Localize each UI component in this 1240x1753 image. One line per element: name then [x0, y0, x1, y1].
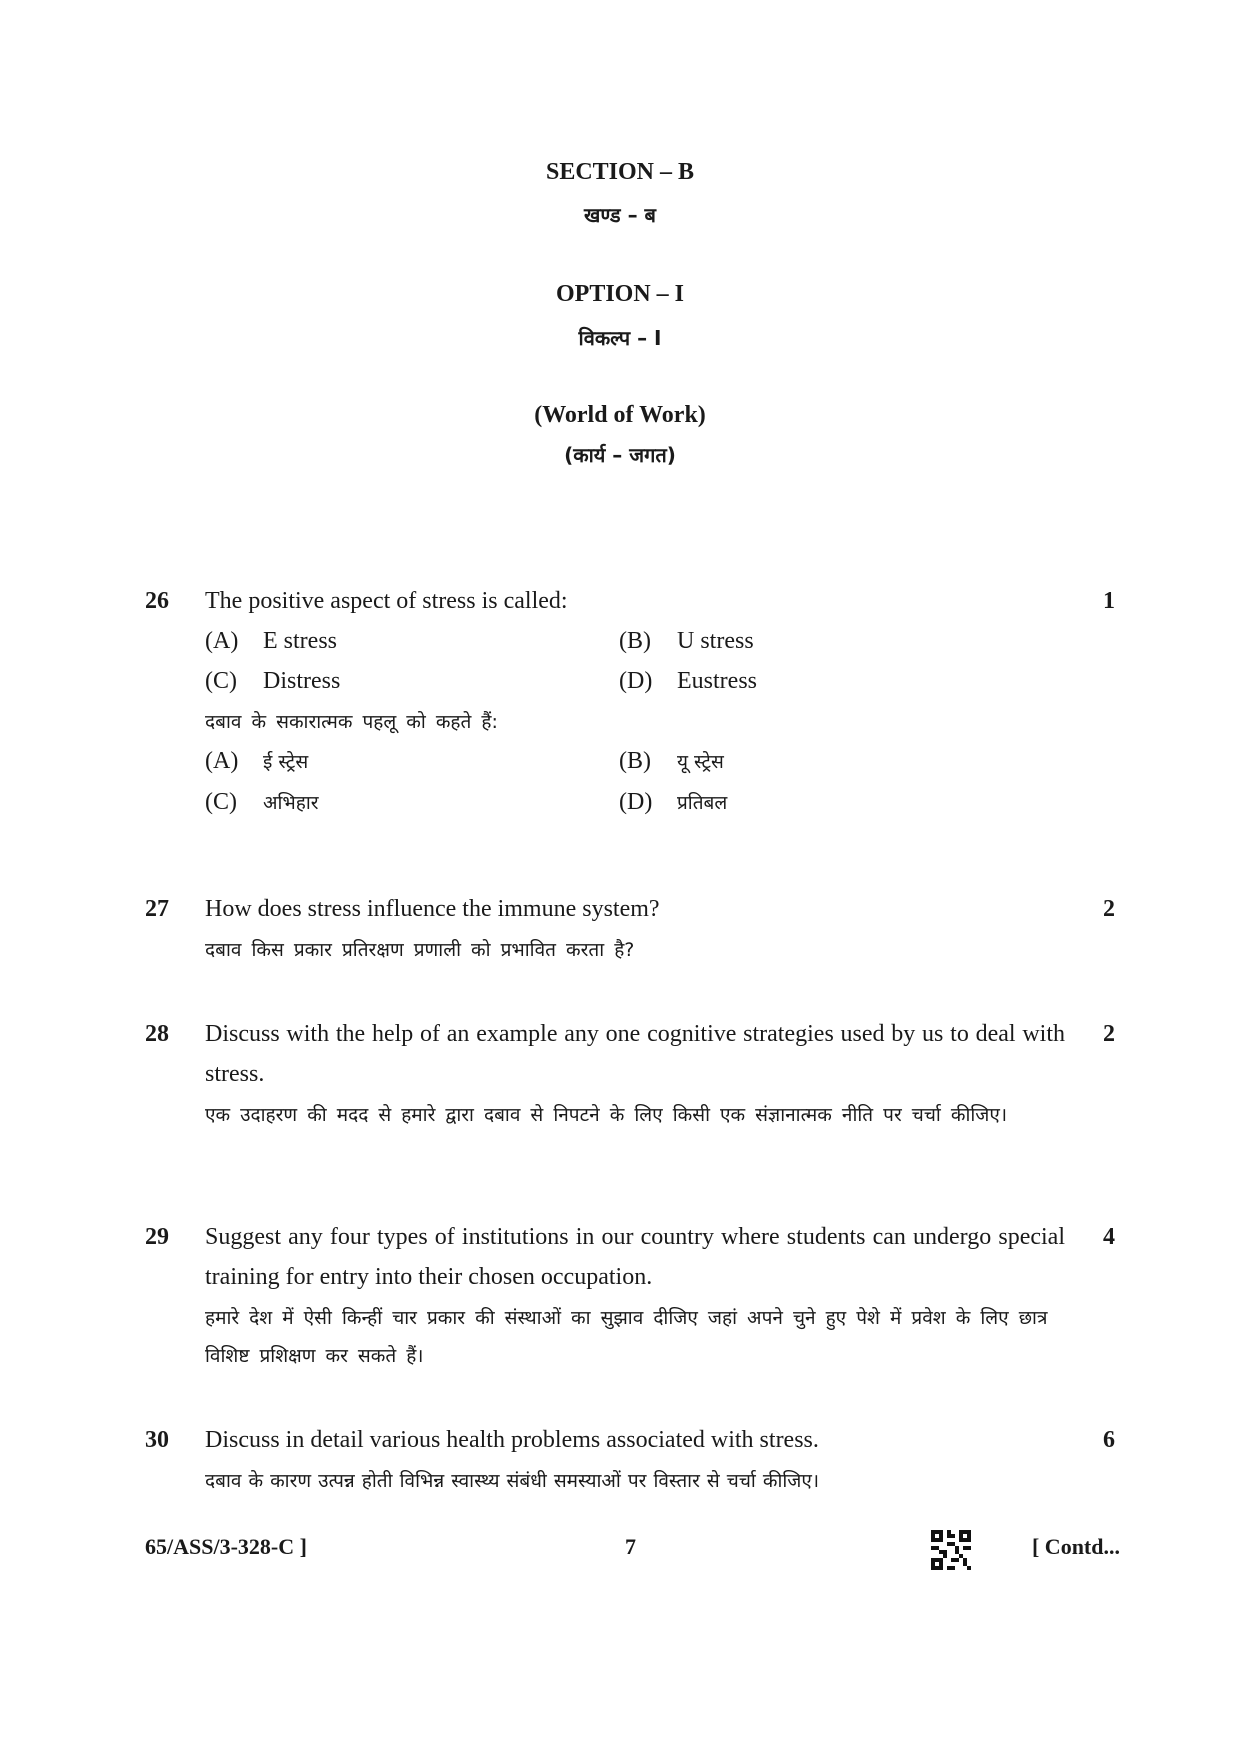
question-30: [145, 1425, 1115, 1500]
question-text-hi: दबाव के सकारात्मक पहलू को कहते हैं:: [205, 711, 498, 733]
option-label: (A): [205, 628, 239, 654]
question-marks: 1: [1103, 588, 1115, 614]
option-c-en: [205, 661, 619, 701]
option-text: Eustress: [677, 668, 757, 694]
option-text: प्रतिबल: [677, 792, 728, 814]
question-text-en: How does stress influence the immune system?: [205, 896, 660, 922]
option-text: Distress: [263, 668, 341, 694]
topic-title-hi: (कार्य – जगत): [564, 443, 676, 467]
option-text: U stress: [677, 628, 754, 654]
question-text-en: Suggest any four types of institutions in our country where students can undergo special training for entry into their chosen occupation.: [205, 1224, 1065, 1290]
option-text: E stress: [263, 628, 337, 654]
question-text-hi: दबाव के कारण उत्पन्न होती विभिन्न स्वास्थ्य संबंधी समस्याओं पर विस्तार से चर्चा कीजिए।: [205, 1470, 820, 1492]
section-title-en: SECTION – B: [545, 159, 695, 185]
option-d-en: [619, 661, 1033, 701]
option-label: (C): [205, 668, 237, 694]
options-hi: [205, 741, 1065, 823]
question-body: [205, 1420, 1065, 1500]
option-label: (B): [619, 748, 651, 774]
question-marks: 2: [1103, 896, 1115, 922]
question-body: [205, 1217, 1065, 1375]
option-b-en: [619, 621, 1033, 661]
question-body: [205, 1014, 1065, 1134]
option-title-en: OPTION – I: [555, 281, 684, 307]
question-26: [145, 586, 1115, 823]
option-label: (B): [619, 628, 651, 654]
question-body: [205, 889, 1065, 969]
question-marks: 6: [1103, 1427, 1115, 1453]
question-marks: 2: [1103, 1021, 1115, 1047]
paper-code: 65/ASS/3-328-C ]: [145, 1534, 307, 1559]
question-28: [145, 1019, 1115, 1134]
question-number: 29: [145, 1224, 169, 1250]
option-a-en: [205, 621, 619, 661]
question-text-en: Discuss in detail various health problems associated with stress.: [205, 1427, 819, 1453]
option-label: (D): [619, 668, 653, 694]
question-number: 27: [145, 896, 169, 922]
option-d-hi: [619, 782, 1033, 823]
page-footer: [145, 1530, 1120, 1574]
option-text: अभिहार: [263, 792, 319, 814]
option-text: ई स्ट्रेस: [263, 751, 309, 773]
question-number: 26: [145, 588, 169, 614]
option-text: यू स्ट्रेस: [677, 751, 724, 773]
option-b-hi: [619, 741, 1033, 782]
topic-title-en: (World of Work): [534, 402, 706, 428]
option-label: (D): [619, 789, 653, 815]
question-number: 28: [145, 1021, 169, 1047]
continued-label: [ Contd...: [1031, 1534, 1120, 1559]
option-a-hi: [205, 741, 619, 782]
option-label: (A): [205, 748, 239, 774]
question-text-en: Discuss with the help of an example any one cognitive strategies used by us to deal with stress.: [205, 1021, 1065, 1087]
qr-code-icon: [931, 1530, 971, 1570]
page-number: 7: [625, 1534, 636, 1559]
question-27: [145, 894, 1115, 969]
option-label: (C): [205, 789, 237, 815]
question-text-hi: एक उदाहरण की मदद से हमारे द्वारा दबाव से निपटने के लिए किसी एक संज्ञानात्मक नीति पर चर्चा कीजिए।: [205, 1104, 1008, 1126]
question-29: [145, 1222, 1115, 1375]
question-marks: 4: [1103, 1224, 1115, 1250]
section-title-hi: खण्ड – ब: [584, 203, 656, 227]
options-en: [205, 621, 1065, 701]
question-text-hi: दबाव किस प्रकार प्रतिरक्षण प्रणाली को प्रभावित करता है?: [205, 939, 635, 961]
option-c-hi: [205, 782, 619, 823]
question-number: 30: [145, 1427, 169, 1453]
question-body: [205, 581, 1065, 823]
option-title-hi: विकल्प – I: [578, 326, 662, 350]
question-text-en: The positive aspect of stress is called:: [205, 588, 568, 614]
question-text-hi: हमारे देश में ऐसी किन्हीं चार प्रकार की संस्थाओं का सुझाव दीजिए जहां अपने चुने हुए पेशे में प्रवेश के लिए छात्र विशिष्ट प्रशिक्षण कर सकते हैं।: [205, 1307, 1048, 1367]
